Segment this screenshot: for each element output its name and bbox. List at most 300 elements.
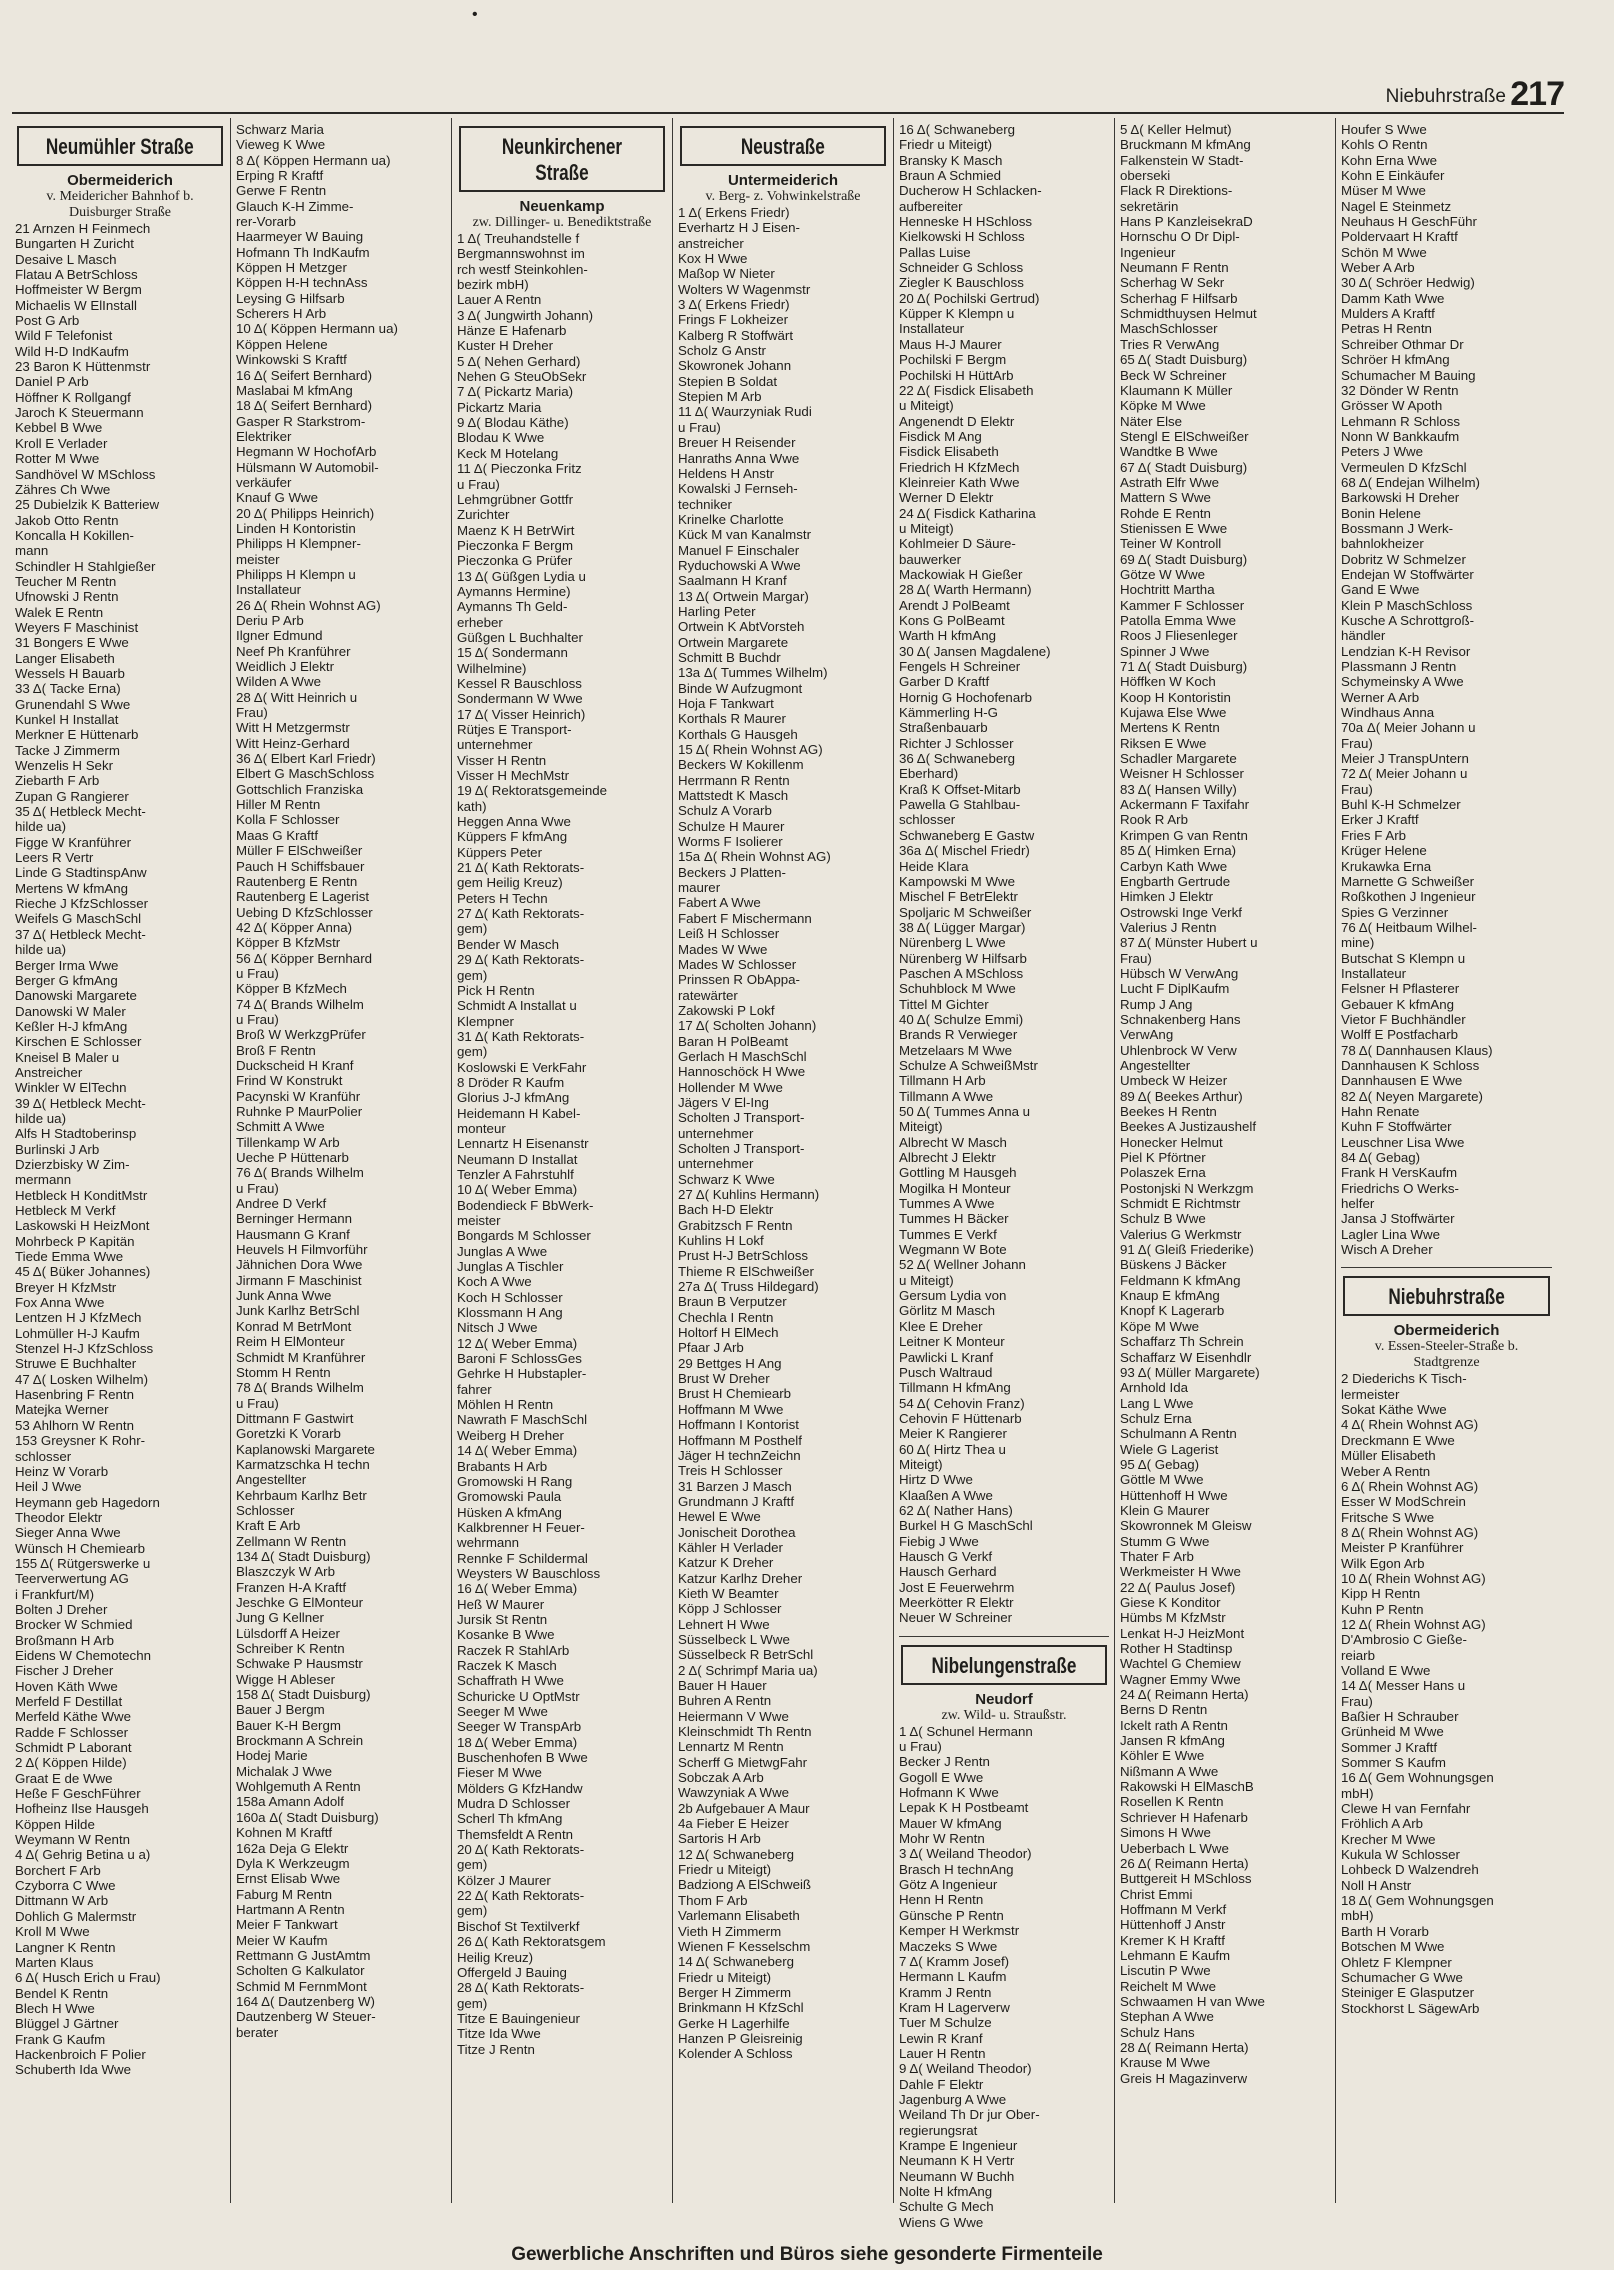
directory-entry: Zähres Ch Wwe xyxy=(15,481,111,497)
directory-entry: Heggen Anna Wwe xyxy=(457,814,571,830)
directory-entry: Jeschke G ElMonteur xyxy=(236,1595,364,1610)
directory-entry: Scherff G MietwgFahr xyxy=(678,1754,808,1770)
section-divider xyxy=(899,1636,1109,1637)
district-name: Obermeiderich xyxy=(67,172,173,189)
directory-entry: Thieme R ElSchweißer xyxy=(678,1263,814,1279)
directory-entry: Jaroch K Steuermann xyxy=(15,405,144,421)
directory-entry: gem) xyxy=(457,1044,488,1060)
directory-entry: Elektriker xyxy=(236,428,292,444)
directory-entry: Scherhag W Sekr xyxy=(1120,275,1225,291)
directory-entry: Reichelt M Wwe xyxy=(1120,1978,1217,1994)
street-range: zw. Dillinger- u. Benediktstraße xyxy=(472,215,652,230)
directory-entry: Korthals G Hausgeh xyxy=(678,726,798,742)
directory-entry: Süsselbeck R BetrSchl xyxy=(678,1647,814,1663)
directory-entry: Fischer J Dreher xyxy=(15,1663,114,1679)
directory-entry: Brocker W Schmied xyxy=(15,1617,133,1633)
directory-entry: Lepak K H Postbeamt xyxy=(899,1800,1029,1816)
directory-entry: Clewe H van Fernfahr xyxy=(1341,1801,1471,1817)
directory-entry: Mackowiak H Gießer xyxy=(899,566,1023,582)
directory-entry: Kielkowski H Schloss xyxy=(899,229,1025,245)
directory-entry: Schmidthuysen Helmut xyxy=(1120,306,1257,322)
directory-entry: Broßmann H Arb xyxy=(15,1632,115,1648)
directory-entry: Plassmann J Rentn xyxy=(1341,659,1457,675)
directory-entry: Ortwein Margarete xyxy=(678,634,789,650)
directory-entry: Schadler Margarete xyxy=(1120,751,1237,767)
directory-entry: monteur xyxy=(457,1120,506,1136)
directory-entry: 1 Δ( Erkens Friedr) xyxy=(678,205,790,220)
directory-entry: Stumm G Wwe xyxy=(1120,1533,1210,1549)
directory-entry: Rump J Ang xyxy=(1120,996,1193,1012)
directory-entry: Kramm J Rentn xyxy=(899,1984,992,2000)
directory-entry: Mauer W kfmAng xyxy=(899,1815,1002,1831)
directory-entry: Stengl E ElSchweißer xyxy=(1120,428,1249,444)
directory-entry: Hornig G Hochofenarb xyxy=(899,689,1033,705)
directory-entry: Hochtritt Martha xyxy=(1120,582,1215,598)
directory-entry: Klein P MaschSchloss xyxy=(1341,597,1473,613)
directory-entry: 11 Δ( Waurzyniak Rudi xyxy=(678,404,812,420)
directory-entry: 22 Δ( Kath Rektorats- xyxy=(457,1888,585,1904)
directory-entry: Gand E Wwe xyxy=(1341,582,1420,598)
directory-entry: 4 Δ( Rhein Wohnst AG) xyxy=(1341,1417,1479,1433)
directory-entry: Hümbs M KfzMstr xyxy=(1120,1610,1226,1626)
directory-entry: rch westf Steinkohlen- xyxy=(457,261,588,277)
directory-entry: Greis H Magazinverw xyxy=(1120,2070,1248,2086)
directory-entry: Wegmann W Bote xyxy=(899,1242,1007,1258)
directory-entry: Mattstedt K Masch xyxy=(678,788,789,804)
directory-entry: Heße F GeschFührer xyxy=(15,1786,141,1802)
directory-entry: Müser M Wwe xyxy=(1341,183,1426,199)
directory-entry: Titze J Rentn xyxy=(457,2041,535,2057)
directory-entry: Treis H Schlosser xyxy=(678,1463,783,1479)
directory-entry: Kremer K H Kraftf xyxy=(1120,1932,1225,1948)
directory-entry: Kroll E Verlader xyxy=(15,435,108,451)
directory-entry: Baroni F SchlossGes xyxy=(457,1351,582,1367)
directory-entry: 8 Dröder R Kaufm xyxy=(457,1074,565,1090)
directory-entry: Bolten J Dreher xyxy=(15,1601,108,1617)
directory-entry: Scholten J Transport- xyxy=(678,1110,805,1126)
directory-entry: 7 Δ( Pickartz Maria) xyxy=(457,384,574,400)
directory-entry: Hiller M Rentn xyxy=(236,797,321,813)
directory-entry: Varlemann Elisabeth xyxy=(678,1908,800,1924)
directory-entry: Spinner J Wwe xyxy=(1120,643,1210,659)
directory-entry: Flatau A BetrSchloss xyxy=(15,267,138,283)
district-name: Neudorf xyxy=(975,1690,1033,1708)
directory-entry: Pallas Luise xyxy=(899,244,971,260)
directory-entry: 26 Δ( Rhein Wohnst AG) xyxy=(236,597,381,613)
directory-entry: Rotter M Wwe xyxy=(15,451,100,467)
directory-entry: 33 Δ( Tacke Erna) xyxy=(15,681,121,697)
directory-entry: Bransky K Masch xyxy=(899,152,1003,168)
directory-entry: Wohlgemuth A Rentn xyxy=(236,1779,361,1795)
directory-entry: Köpper B KfzMech xyxy=(236,981,347,997)
directory-entry: Patolla Emma Wwe xyxy=(1120,613,1237,628)
directory-entry: Jirmann F Maschinist xyxy=(236,1272,362,1288)
directory-entry: Broß W WerkzgPrüfer xyxy=(236,1027,366,1043)
directory-entry: Krecher M Wwe xyxy=(1341,1831,1436,1847)
directory-entry: Dahle F Elektr xyxy=(899,2076,984,2092)
directory-entry: Hewel E Wwe xyxy=(678,1509,761,1525)
directory-entry: Vieth H Zimmerm xyxy=(678,1923,782,1939)
directory-entry: 28 Δ( Kath Rektorats- xyxy=(457,1980,585,1996)
directory-entry: Mulders A Kraftf xyxy=(1341,306,1435,322)
directory-entry: Leiß H Schlosser xyxy=(678,926,780,942)
directory-entry: Kohls O Rentn xyxy=(1341,137,1428,153)
directory-entry: Ryduchowski A Wwe xyxy=(678,557,801,573)
directory-entry: Kirschen E Schlosser xyxy=(15,1034,142,1050)
directory-entry: Brockmann A Schrein xyxy=(236,1733,364,1749)
directory-entry: Struwe E Buchhalter xyxy=(15,1356,137,1372)
directory-entry: hilde ua) xyxy=(15,819,67,835)
directory-entry: Polaszek Erna xyxy=(1120,1165,1206,1181)
directory-entry: Koch H Schlosser xyxy=(457,1289,563,1305)
directory-entry: Linden H Kontoristin xyxy=(236,520,356,536)
directory-entry: Schröer H kfmAng xyxy=(1341,352,1450,368)
directory-entry: Schymeinsky A Wwe xyxy=(1341,674,1464,690)
directory-entry: 23 Baron K Hüttenmstr xyxy=(15,359,151,375)
directory-entry: Pacynski W Kranführ xyxy=(236,1088,361,1104)
directory-entry: Marnette G Schweißer xyxy=(1341,873,1475,889)
directory-entry: Aymanns Hermine) xyxy=(457,583,571,599)
directory-entry: 27 Δ( Kath Rektorats- xyxy=(457,906,585,922)
directory-entry: Bergmannswohnst im xyxy=(457,246,585,262)
directory-entry: Dautzenberg W Steuer- xyxy=(236,2009,376,2025)
directory-entry: Blaszczyk W Arb xyxy=(236,1564,336,1580)
directory-entry: Rütjes E Transport- xyxy=(457,722,572,737)
directory-entry: Kebbel B Wwe xyxy=(15,420,103,436)
directory-entry: Meister P Kranführer xyxy=(1341,1540,1464,1556)
directory-entry: 9 Δ( Weiland Theodor) xyxy=(899,2061,1032,2077)
directory-entry: Knaup E kfmAng xyxy=(1120,1288,1220,1304)
directory-entry: Installateur xyxy=(1341,965,1407,981)
directory-entry: Kaplanowski Margarete xyxy=(236,1441,375,1457)
directory-entry: Rautenberg E Rentn xyxy=(236,873,358,889)
directory-entry: 7 Δ( Kramm Josef) xyxy=(899,1953,1010,1969)
directory-entry: Meier J TranspUntern xyxy=(1341,751,1469,767)
directory-entry: Angestellter xyxy=(1120,1057,1191,1073)
column-2 xyxy=(231,118,452,2203)
directory-entry: Neumann W Buchh xyxy=(899,2168,1015,2184)
directory-entry: Prust H-J BetrSchloss xyxy=(678,1248,809,1264)
directory-entry: Kemper H Werkmstr xyxy=(899,1923,1020,1939)
directory-entry: Thom F Arb xyxy=(678,1892,748,1908)
directory-entry: 30 Δ( Schröer Hedwig) xyxy=(1341,275,1475,291)
directory-entry: Kraft E Arb xyxy=(236,1518,301,1534)
directory-entry: Junk Karlhz BetrSchl xyxy=(236,1303,360,1319)
directory-entry: Petras H Rentn xyxy=(1341,321,1432,337)
directory-entry: 54 Δ( Cehovin Franz) xyxy=(899,1395,1025,1411)
directory-entry: Steiniger E Glasputzer xyxy=(1341,1985,1475,2001)
directory-entry: 27a Δ( Truss Hildegard) xyxy=(678,1279,819,1295)
street-range: v. Meidericher Bahnhof b. Duisburger Straße xyxy=(46,189,194,220)
directory-entry: Frau) xyxy=(1341,781,1373,797)
directory-entry: 158a Amann Adolf xyxy=(236,1794,344,1810)
directory-entry: Czyborra C Wwe xyxy=(15,1878,116,1894)
directory-entry: Schreiber Othmar Dr xyxy=(1341,336,1464,352)
directory-entry: Botschen M Wwe xyxy=(1341,1939,1445,1955)
directory-entry: 74 Δ( Brands Wilhelm xyxy=(236,996,364,1012)
directory-entry: Ziebarth F Arb xyxy=(15,773,100,789)
directory-entry: Grösser W Apoth xyxy=(1341,398,1443,414)
directory-entry: Konrad M BetrMont xyxy=(236,1318,352,1334)
directory-entry: Schmid M FernmMont xyxy=(236,1978,367,1994)
directory-entry: Kosanke B Wwe xyxy=(457,1627,555,1643)
directory-entry: Tries R VerwAng xyxy=(1120,336,1220,352)
column-6 xyxy=(1115,118,1336,2203)
directory-entry: mermann xyxy=(15,1172,72,1188)
directory-entry: Schumacher M Bauing xyxy=(1341,367,1476,383)
directory-entry: Kram H Lagerverw xyxy=(899,1999,1010,2015)
directory-entry: bahnlokheizer xyxy=(1341,536,1424,552)
directory-entry: Visser H Rentn xyxy=(457,752,547,768)
directory-entry: Leysing G Hilfsarb xyxy=(236,290,345,306)
directory-entry: Kuhlins H Lokf xyxy=(678,1233,764,1249)
directory-entry: 155 Δ( Rütgerswerke u xyxy=(15,1555,151,1571)
directory-entry: Raczek K Masch xyxy=(457,1657,557,1673)
directory-entry: 6 Δ( Husch Erich u Frau) xyxy=(15,1970,161,1986)
directory-entry: Brust H Chemiearb xyxy=(678,1386,792,1402)
directory-entry: Stepien B Soldat xyxy=(678,373,778,389)
directory-entry: Mischel F BetrElektr xyxy=(899,889,1018,905)
directory-entry: Kessel R Bauschloss xyxy=(457,675,582,691)
street-range: v. Essen-Steeler-Straße b. Stadtgrenze xyxy=(1374,1339,1519,1371)
directory-entry: Bossmann J Werk- xyxy=(1341,520,1454,536)
directory-entry: Friedrich H KfzMech xyxy=(899,459,1020,475)
directory-entry: Heinz W Vorarb xyxy=(15,1463,109,1479)
directory-entry: Kons G PolBeamt xyxy=(899,613,1005,628)
directory-entry: Felsner H Pflasterer xyxy=(1341,981,1460,997)
directory-entry: Frau) xyxy=(1120,950,1152,966)
directory-entry: Schuberth Ida Wwe xyxy=(15,2062,132,2078)
directory-entry: Tillmann H Arb xyxy=(899,1073,986,1089)
directory-entry: Rieche J KfzSchlosser xyxy=(15,896,149,912)
directory-entry: 28 Δ( Witt Heinrich u xyxy=(236,689,358,705)
directory-entry: Hofmann Th IndKaufm xyxy=(236,244,370,260)
directory-entry: 24 Δ( Reimann Herta) xyxy=(1120,1687,1249,1703)
directory-entry: Dohlich G Malermstr xyxy=(15,1908,137,1924)
directory-entry: Fabert F Mischermann xyxy=(678,910,812,926)
directory-entry: Hausch Gerhard xyxy=(899,1564,997,1580)
directory-entry: Frank H VersKaufm xyxy=(1341,1165,1458,1181)
directory-entry: Skowronnek M Gleisw xyxy=(1120,1518,1252,1534)
directory-entry: unternehmer xyxy=(457,737,533,753)
directory-entry: Radde F Schlosser xyxy=(15,1724,129,1740)
directory-entry: 84 Δ( Gebag) xyxy=(1341,1150,1421,1166)
directory-entry: Schneider G Schloss xyxy=(899,260,1024,276)
column-3 xyxy=(452,118,673,2203)
directory-entry: Endejan W Stoffwärter xyxy=(1341,566,1474,582)
directory-entry: aufbereiter xyxy=(899,198,963,214)
directory-entry: Werner D Elektr xyxy=(899,490,994,506)
directory-entry: Junk Anna Wwe xyxy=(236,1288,332,1304)
directory-entry: Himken J Elektr xyxy=(1120,889,1214,905)
directory-entry: Weber A Rentn xyxy=(1341,1463,1431,1479)
directory-entry: Faburg M Rentn xyxy=(236,1886,333,1902)
directory-entry: Fieser M Wwe xyxy=(457,1765,542,1781)
directory-entry: meister xyxy=(457,1213,501,1228)
directory-entry: Figge W Kranführer xyxy=(15,834,132,850)
directory-entry: Schmidt A Installat u xyxy=(457,998,577,1014)
directory-entry: 52 Δ( Wellner Johann xyxy=(899,1257,1026,1273)
directory-entry: 36a Δ( Mischel Friedr) xyxy=(899,843,1030,859)
directory-entry: Aymanns Th Geld- xyxy=(457,599,568,615)
directory-entry: 8 Δ( Rhein Wohnst AG) xyxy=(1341,1524,1479,1540)
directory-entry: Pochilski H HüttArb xyxy=(899,367,1014,383)
directory-entry: Thater F Arb xyxy=(1120,1548,1194,1564)
directory-entry: Kalkbrenner H Feuer- xyxy=(457,1519,585,1535)
page-header xyxy=(12,75,1564,114)
district-name: Obermeiderich xyxy=(1393,1322,1500,1340)
directory-entry: 12 Δ( Weber Emma) xyxy=(457,1335,578,1351)
directory-entry: Hoffmeister W Bergm xyxy=(15,282,142,298)
directory-entry: Kolender A Schloss xyxy=(678,2046,793,2062)
street-heading xyxy=(459,126,665,192)
directory-entry: Neuhaus H GeschFühr xyxy=(1341,214,1477,230)
directory-entry: Schwaneberg E Gastw xyxy=(899,827,1035,843)
directory-entry: Henn H Rentn xyxy=(899,1892,984,1908)
directory-entry: Titze E Bauingenieur xyxy=(457,2010,580,2026)
directory-entry: Weiland Th Dr jur Ober- xyxy=(899,2107,1040,2123)
directory-entry: Elbert G MaschSchloss xyxy=(236,766,375,782)
directory-entry: Hoffmann M Verkf xyxy=(1120,1901,1227,1917)
directory-entry: Klee E Dreher xyxy=(899,1318,983,1334)
directory-entry: Rakowski H ElMaschB xyxy=(1120,1779,1254,1795)
directory-entry: Worms F Isolierer xyxy=(678,834,783,850)
directory-entry: Baran H PolBeamt xyxy=(678,1033,789,1049)
directory-entry: Walek E Rentn xyxy=(15,604,104,620)
street-name: Neumühler Straße xyxy=(46,134,194,159)
directory-entry: u Miteigt) xyxy=(899,520,954,536)
directory-entry: Hetbleck M Verkf xyxy=(15,1203,116,1218)
directory-entry: Blodau K Wwe xyxy=(457,430,545,446)
directory-entry: 69 Δ( Stadt Duisburg) xyxy=(1120,551,1248,567)
directory-entry: Maas G Kraftf xyxy=(236,827,319,843)
directory-entry: Hübsch W VerwAng xyxy=(1120,965,1239,981)
directory-entry: 15 Δ( Rhein Wohnst AG) xyxy=(678,742,823,758)
directory-entry: i Frankfurt/M) xyxy=(15,1586,95,1602)
directory-entry: Lauer A Rentn xyxy=(457,292,542,308)
directory-entry: Bodendieck F BbWerk- xyxy=(457,1197,594,1213)
directory-entry: Sobczak A Arb xyxy=(678,1770,764,1786)
directory-entry: Nehen G SteuObSekr xyxy=(457,369,587,385)
directory-entry: Sommer J Kraftf xyxy=(1341,1739,1438,1755)
directory-entry: Jonischeit Dorothea xyxy=(678,1524,796,1540)
directory-entry: Nißmann A Wwe xyxy=(1120,1763,1219,1779)
directory-entry: 27 Δ( Kuhlins Hermann) xyxy=(678,1187,820,1202)
directory-entry: Jagenburg A Wwe xyxy=(899,2091,1007,2107)
directory-entry: Kehrbaum Karlhz Betr xyxy=(236,1487,367,1503)
directory-entry: Heidemann H Kabel- xyxy=(457,1105,581,1121)
directory-entry: Lennartz M Rentn xyxy=(678,1739,784,1755)
directory-entry: Hausch G Verkf xyxy=(899,1548,993,1564)
directory-entry: Barth H Vorarb xyxy=(1341,1923,1429,1939)
directory-entry: Berger Irma Wwe xyxy=(15,957,119,973)
directory-entry: u Frau) xyxy=(236,1395,279,1411)
directory-entry: Hüsken A kfmAng xyxy=(457,1504,562,1520)
directory-entry: Nitsch J Wwe xyxy=(457,1320,538,1336)
directory-entry: Hanzen P Gleisreinig xyxy=(678,2030,803,2046)
directory-entry: Kammer F Schlosser xyxy=(1120,597,1245,613)
directory-entry: Hoffmann M Posthelf xyxy=(678,1432,802,1448)
column-7 xyxy=(1336,118,1557,2203)
directory-entry: Giese K Konditor xyxy=(1120,1595,1221,1610)
directory-entry: Jansa J Stoffwärter xyxy=(1341,1211,1455,1227)
directory-entry: unternehmer xyxy=(678,1156,754,1172)
directory-entry: Schulz Erna xyxy=(1120,1410,1192,1426)
directory-entry: 14 Δ( Messer Hans u xyxy=(1341,1678,1466,1694)
directory-entry: u Frau) xyxy=(678,419,721,435)
directory-entry: Beekes H Rentn xyxy=(1120,1104,1217,1119)
directory-entry: mann xyxy=(15,543,49,559)
directory-entry: Stenzel H-J KfzSchloss xyxy=(15,1341,154,1357)
directory-entry: Buhren A Rentn xyxy=(678,1693,772,1709)
directory-entry: Vietor F Buchhändler xyxy=(1341,1011,1466,1027)
directory-entry: Roos J Fliesenleger xyxy=(1120,628,1238,644)
directory-entry: gem) xyxy=(457,1995,488,2011)
directory-entry: Ziegler K Bauschloss xyxy=(899,275,1024,291)
directory-entry: Lennartz H Eisenanstr xyxy=(457,1136,589,1152)
directory-entry: Paschen A MSchloss xyxy=(899,965,1024,981)
directory-entry: Sartoris H Arb xyxy=(678,1831,761,1847)
directory-entry: Liscutin P Wwe xyxy=(1120,1963,1211,1979)
directory-entry: Gerlach H MaschSchl xyxy=(678,1048,807,1064)
directory-entry: Scholz G Anstr xyxy=(678,343,766,359)
directory-entry: Wild F Telefonist xyxy=(15,328,113,344)
directory-entry: Windhaus Anna xyxy=(1341,705,1435,721)
directory-entry: Krause M Wwe xyxy=(1120,2055,1211,2071)
directory-entry: Brinkmann H KfzSchl xyxy=(678,2000,804,2016)
directory-entry: Bungarten H Zuricht xyxy=(15,236,134,252)
directory-entry: Blech H Wwe xyxy=(15,2000,95,2016)
street-heading xyxy=(17,126,223,166)
directory-entry: Frank G Kaufm xyxy=(15,2031,106,2047)
directory-entry: Rohde E Rentn xyxy=(1120,505,1211,521)
directory-entry: Kölzer J Maurer xyxy=(457,1872,551,1888)
directory-entry: Keck M Hotelang xyxy=(457,445,559,461)
directory-entry: Kujawa Else Wwe xyxy=(1120,705,1227,721)
directory-entry: Nonn W Bankkaufm xyxy=(1341,428,1460,444)
directory-entry: Krimpen G van Rentn xyxy=(1120,827,1248,843)
directory-entry: Angenendt D Elektr xyxy=(899,413,1015,429)
directory-entry: 78 Δ( Brands Wilhelm xyxy=(236,1380,364,1396)
directory-entry: Neumann D Installat xyxy=(457,1151,578,1167)
directory-entry: 18 Δ( Seifert Bernhard) xyxy=(236,398,373,414)
directory-entry: Kalberg R Stoffwärt xyxy=(678,327,794,343)
directory-entry: Daniel P Arb xyxy=(15,374,89,390)
directory-entry: Ostrowski Inge Verkf xyxy=(1120,904,1242,920)
directory-entry: Grundmann J Kraftf xyxy=(678,1493,795,1509)
directory-entry: Falkenstein W Stadt- xyxy=(1120,152,1244,168)
directory-entry: Dittmann F Gastwirt xyxy=(236,1410,354,1426)
directory-entry: Leitner K Monteur xyxy=(899,1334,1005,1350)
directory-entry: Philipps H Klempn u xyxy=(236,566,356,582)
directory-entry: Schumacher G Wwe xyxy=(1341,1969,1463,1985)
directory-entry: Junglas A Wwe xyxy=(457,1243,548,1259)
directory-entry: Mölders G KfzHandw xyxy=(457,1780,583,1796)
directory-entry: Kroll M Wwe xyxy=(15,1924,90,1940)
directory-entry: Wünsch H Chemiearb xyxy=(15,1540,146,1556)
directory-entry: Karmatzschka H techn xyxy=(236,1456,370,1472)
directory-entry: Schmidt P Laborant xyxy=(15,1740,132,1756)
directory-entry: Wenzelis H Sekr xyxy=(15,758,114,774)
directory-entry: Köpper B KfzMstr xyxy=(236,935,341,951)
directory-entry: Neumann K H Vertr xyxy=(899,2153,1015,2169)
directory-entry: Wiens G Wwe xyxy=(899,2214,984,2230)
directory-entry: Glorius J-J kfmAng xyxy=(457,1090,570,1106)
directory-entry: 89 Δ( Beekes Arthur) xyxy=(1120,1088,1243,1104)
directory-entry: Deriu P Arb xyxy=(236,613,304,628)
directory-entry: Schulz B Wwe xyxy=(1120,1211,1206,1227)
directory-entry: 36 Δ( Schwaneberg xyxy=(899,751,1016,767)
